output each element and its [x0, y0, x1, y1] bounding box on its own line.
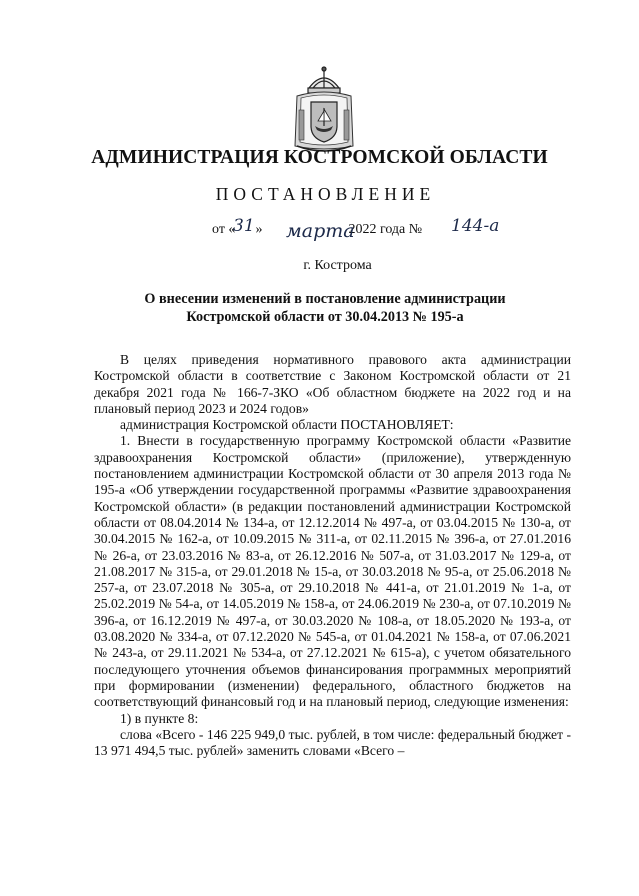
document-type: ПОСТАНОВЛЕНИЕ	[215, 184, 436, 204]
date-quote-close: »	[255, 222, 263, 237]
subject-line-2: Костромской области от 30.04.2013 № 195-а	[186, 309, 464, 325]
paragraph-subitem-1: 1) в пункте 8:	[120, 710, 199, 726]
date-year: 2022 года №	[348, 222, 423, 237]
document-body	[94, 352, 571, 759]
subject-line-1: О внесении изменений в постановление администрации	[144, 291, 506, 307]
organization-title: АДМИНИСТРАЦИЯ КОСТРОМСКОЙ ОБЛАСТИ	[91, 147, 548, 168]
coat-of-arms-emblem	[291, 66, 357, 154]
city: г. Кострома	[303, 258, 372, 273]
paragraph-preamble: В целях приведения нормативного правового акта администрации Костромской области в соответствие с Законом Костромской области от 21 декабря 2021 года № 166-7-ЗКО «Об областном бюджете на 2022 год и на плановый период 2023 и 2024 годов»	[94, 352, 571, 416]
handwritten-document-number: 144-а	[451, 216, 500, 236]
handwritten-day: 31	[233, 216, 255, 236]
handwritten-month: марта	[286, 220, 355, 242]
paragraph-replace-words: слова «Всего - 146 225 949,0 тыс. рублей, в том числе: федеральный бюджет - 13 971 494,5 тыс. рублей» заменить словами «Всего –	[94, 726, 571, 759]
paragraph-item-1: 1. Внести в государственную программу Костромской области «Развитие здравоохранения Костромской области» (приложение), утвержденную постановлением администрации Костромской области от 30 апреля 2013 года № 195-а «Об утверждении государственной программы «Развитие здравоохранения Костромской области» (в редакции постановлений администрации Костромской области от 08.04.2014 № 134-а, от 12.12.2014 № 497-а, от 03.04.2015 № 130-а, от 30.04.2015 № 162-а, от 10.09.2015 № 311-а, от 02.11.2015 № 396-а, от 27.01.2016 № 26-а, от 23.03.2016 № 83-а, от 26.12.2016 № 507-а, от 31.03.2017 № 129-а, от 21.08.2017 № 315-а, от 29.01.2018 № 15-а, от 30.03.2018 № 95-а, от 25.06.2018 № 257-а, от 23.07.2018 № 305-а, от 29.10.2018 № 441-а, от 21.01.2019 № 1-а, от 25.02.2019 № 54-а, от 14.05.2019 № 158-а, от 24.06.2019 № 230-а, от 07.10.2019 № 396-а, от 16.12.2019 № 497-а, от 30.03.2020 № 108-а, от 18.05.2020 № 193-а, от 03.08.2020 № 334-а, от 07.12.2020 № 545-а, от 01.04.2021 № 158-а, от 07.06.2021 № 243-а, от 29.11.2021 № 534-а, от 27.12.2021 № 615-а), с учетом обязательного последующего уточнения объемов финансирования программных мероприятий при формировании (изменении) федерального, областного бюджетов на соответствующий финансовый год и на плановый период, следующие изменения:	[94, 433, 571, 710]
date-prefix: от «	[212, 222, 236, 237]
paragraph-resolves: администрация Костромской области ПОСТАНОВЛЯЕТ:	[120, 417, 454, 433]
document-subject	[60, 290, 590, 326]
